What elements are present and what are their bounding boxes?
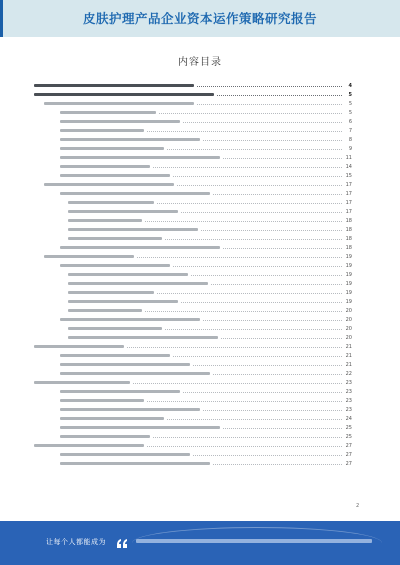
footer-decorative-arc — [132, 527, 382, 559]
toc-leader-dots — [157, 203, 342, 204]
toc-entry-label — [68, 219, 142, 222]
toc-entry[interactable] — [34, 226, 352, 235]
toc-leader-dots — [223, 248, 342, 249]
toc-entry-label — [60, 372, 210, 375]
toc-entry-page: 19 — [345, 290, 352, 296]
toc-entry-page: 14 — [345, 164, 352, 170]
toc-leader-dots — [217, 95, 342, 96]
toc-entry-page: 27 — [345, 452, 352, 458]
toc-entry-label — [34, 444, 144, 447]
toc-entry-page: 20 — [345, 317, 352, 323]
toc-leader-dots — [165, 329, 342, 330]
toc-leader-dots — [183, 122, 342, 123]
toc-entry-label — [60, 453, 190, 456]
toc-entry[interactable] — [34, 325, 352, 334]
toc-entry[interactable] — [34, 163, 352, 172]
toc-entry-label — [60, 390, 180, 393]
toc-entry-label — [60, 363, 190, 366]
toc-entry-label — [60, 435, 150, 438]
toc-entry-label — [34, 345, 124, 348]
toc-entry-page: 17 — [345, 200, 352, 206]
toc-entry[interactable] — [34, 190, 352, 199]
toc-leader-dots — [153, 167, 342, 168]
footer-services-line — [136, 539, 372, 543]
toc-leader-dots — [183, 392, 342, 393]
toc-leader-dots — [193, 365, 342, 366]
toc-leader-dots — [167, 419, 342, 420]
toc-leader-dots — [211, 284, 342, 285]
toc-entry[interactable] — [34, 154, 352, 163]
toc-leader-dots — [137, 257, 342, 258]
toc-entry-page: 11 — [345, 155, 352, 161]
toc-entry[interactable] — [34, 343, 352, 352]
toc-entry[interactable] — [34, 406, 352, 415]
toc-entry[interactable] — [34, 172, 352, 181]
toc-leader-dots — [153, 437, 342, 438]
toc-leader-dots — [173, 176, 342, 177]
toc-entry-page: 19 — [345, 263, 352, 269]
toc-entry-label — [68, 273, 188, 276]
toc-entry[interactable] — [34, 136, 352, 145]
toc-leader-dots — [191, 275, 342, 276]
report-title: 皮肤护理产品企业资本运作策略研究报告 — [82, 11, 317, 26]
toc-leader-dots — [173, 356, 342, 357]
toc-entry[interactable] — [34, 433, 352, 442]
toc-entry-page: 15 — [345, 173, 352, 179]
toc-entry-page: 17 — [345, 209, 352, 215]
toc-entry-label — [60, 354, 170, 357]
toc-entry-label — [60, 147, 164, 150]
toc-leader-dots — [203, 140, 342, 141]
toc-entry-page: 24 — [345, 416, 352, 422]
toc-entry-page: 23 — [345, 380, 352, 386]
toc-entry-label — [60, 156, 220, 159]
toc-entry[interactable] — [34, 91, 352, 100]
toc-leader-dots — [213, 464, 342, 465]
toc-entry[interactable] — [34, 217, 352, 226]
toc-entry-label — [60, 399, 144, 402]
toc-entry-page: 19 — [345, 281, 352, 287]
toc-entry[interactable] — [34, 451, 352, 460]
toc-entry-page: 23 — [345, 398, 352, 404]
toc-leader-dots — [145, 311, 342, 312]
toc-entry[interactable] — [34, 145, 352, 154]
toc-leader-dots — [145, 221, 342, 222]
toc-entry[interactable] — [34, 415, 352, 424]
toc-entry-label — [60, 264, 170, 267]
toc-entry-page: 20 — [345, 308, 352, 314]
toc-leader-dots — [165, 239, 342, 240]
toc-entry-label — [60, 417, 164, 420]
toc-entry-label — [60, 165, 150, 168]
toc-leader-dots — [147, 131, 342, 132]
toc-entry[interactable] — [34, 334, 352, 343]
toc-entry-page: 19 — [345, 272, 352, 278]
toc-leader-dots — [181, 212, 342, 213]
toc-entry[interactable] — [34, 244, 352, 253]
toc-leader-dots — [157, 293, 342, 294]
toc-entry-page: 19 — [345, 254, 352, 260]
toc-entry-page: 17 — [345, 191, 352, 197]
toc-entry-label — [60, 138, 200, 141]
toc-entry-label — [34, 84, 194, 88]
toc-leader-dots — [203, 320, 342, 321]
toc-entry[interactable] — [34, 379, 352, 388]
toc-leader-dots — [167, 149, 342, 150]
toc-entry-label — [60, 246, 220, 249]
toc-leader-dots — [213, 194, 342, 195]
toc-entry-label — [68, 237, 162, 240]
toc-entry[interactable] — [34, 307, 352, 316]
toc-entry-label — [68, 309, 142, 312]
toc-entry-page: 17 — [345, 182, 352, 188]
toc-leader-dots — [127, 347, 342, 348]
toc-entry[interactable] — [34, 208, 352, 217]
footer-tagline: 让每个人都能成为 — [46, 538, 106, 546]
toc-leader-dots — [197, 86, 342, 87]
toc-entry[interactable] — [34, 253, 352, 262]
toc-entry[interactable] — [34, 262, 352, 271]
toc-entry-page: 18 — [345, 227, 352, 233]
toc-entry-page: 8 — [348, 137, 352, 143]
toc-entry-label — [44, 183, 174, 186]
toc-leader-dots — [193, 455, 342, 456]
toc-entry-label — [68, 201, 154, 204]
toc-entry-page: 27 — [345, 461, 352, 467]
toc-leader-dots — [159, 113, 342, 114]
toc-heading: 内容目录 — [178, 57, 222, 68]
toc-entry-page: 21 — [345, 344, 352, 350]
toc-entry-label — [60, 408, 200, 411]
toc-leader-dots — [173, 266, 342, 267]
toc-entry-label — [34, 93, 214, 97]
table-of-contents — [34, 82, 352, 469]
toc-entry-page: 27 — [345, 443, 352, 449]
toc-entry-page: 5 — [348, 110, 352, 116]
toc-leader-dots — [213, 374, 342, 375]
toc-leader-dots — [223, 428, 342, 429]
toc-leader-dots — [147, 401, 342, 402]
toc-entry-label — [60, 174, 170, 177]
toc-entry[interactable] — [34, 370, 352, 379]
toc-leader-dots — [197, 104, 342, 105]
toc-entry-label — [60, 120, 180, 123]
toc-leader-dots — [147, 446, 342, 447]
toc-entry[interactable] — [34, 280, 352, 289]
toc-entry-page: 21 — [345, 362, 352, 368]
toc-entry-page: 9 — [348, 146, 352, 152]
toc-entry[interactable] — [34, 118, 352, 127]
toc-entry[interactable] — [34, 109, 352, 118]
toc-entry-label — [60, 111, 156, 114]
toc-entry-label — [34, 381, 130, 384]
toc-entry-page: 20 — [345, 326, 352, 332]
toc-entry[interactable] — [34, 127, 352, 136]
toc-entry-page: 23 — [345, 389, 352, 395]
toc-entry[interactable] — [34, 100, 352, 109]
toc-entry[interactable] — [34, 352, 352, 361]
toc-entry-page: 22 — [345, 371, 352, 377]
toc-entry-label — [68, 282, 208, 285]
toc-leader-dots — [201, 230, 342, 231]
toc-entry-label — [68, 336, 218, 339]
toc-entry-label — [60, 192, 210, 195]
toc-entry[interactable] — [34, 199, 352, 208]
toc-entry-page: 18 — [345, 245, 352, 251]
toc-entry-label — [68, 210, 178, 213]
toc-entry-label — [60, 426, 220, 429]
toc-entry[interactable] — [34, 424, 352, 433]
toc-entry-label — [60, 318, 200, 321]
toc-entry-label — [68, 300, 178, 303]
toc-entry-label — [60, 462, 210, 465]
toc-entry[interactable] — [34, 289, 352, 298]
toc-entry-label — [68, 327, 162, 330]
toc-entry-page: 6 — [348, 119, 352, 125]
toc-leader-dots — [181, 302, 342, 303]
toc-leader-dots — [223, 158, 342, 159]
report-header — [0, 0, 400, 37]
toc-entry-page: 21 — [345, 353, 352, 359]
toc-entry-label — [44, 255, 134, 258]
toc-entry-label — [68, 228, 198, 231]
toc-entry-page: 18 — [345, 218, 352, 224]
toc-leader-dots — [177, 185, 342, 186]
toc-entry[interactable] — [34, 388, 352, 397]
toc-entry-page: 5 — [348, 101, 352, 107]
toc-entry[interactable] — [34, 397, 352, 406]
toc-entry-label — [60, 129, 144, 132]
toc-entry[interactable] — [34, 442, 352, 451]
toc-entry-label — [68, 291, 154, 294]
toc-entry-page: 5 — [348, 92, 352, 98]
page-number: 2 — [356, 503, 360, 509]
toc-entry-page: 25 — [345, 434, 352, 440]
toc-entry-page: 7 — [348, 128, 352, 134]
toc-entry[interactable] — [34, 82, 352, 91]
toc-entry-page: 23 — [345, 407, 352, 413]
toc-entry[interactable] — [34, 181, 352, 190]
toc-leader-dots — [203, 410, 342, 411]
footer-banner — [0, 521, 400, 565]
toc-entry[interactable] — [34, 298, 352, 307]
toc-entry[interactable] — [34, 460, 352, 469]
quote-mark-icon — [114, 535, 130, 551]
toc-entry-page: 4 — [348, 83, 352, 89]
toc-leader-dots — [221, 338, 342, 339]
toc-entry[interactable] — [34, 316, 352, 325]
toc-leader-dots — [133, 383, 342, 384]
toc-entry[interactable] — [34, 361, 352, 370]
toc-entry[interactable] — [34, 271, 352, 280]
toc-entry-page: 18 — [345, 236, 352, 242]
toc-entry-page: 25 — [345, 425, 352, 431]
toc-entry-label — [44, 102, 194, 105]
toc-entry-page: 20 — [345, 335, 352, 341]
toc-entry-page: 19 — [345, 299, 352, 305]
toc-entry[interactable] — [34, 235, 352, 244]
